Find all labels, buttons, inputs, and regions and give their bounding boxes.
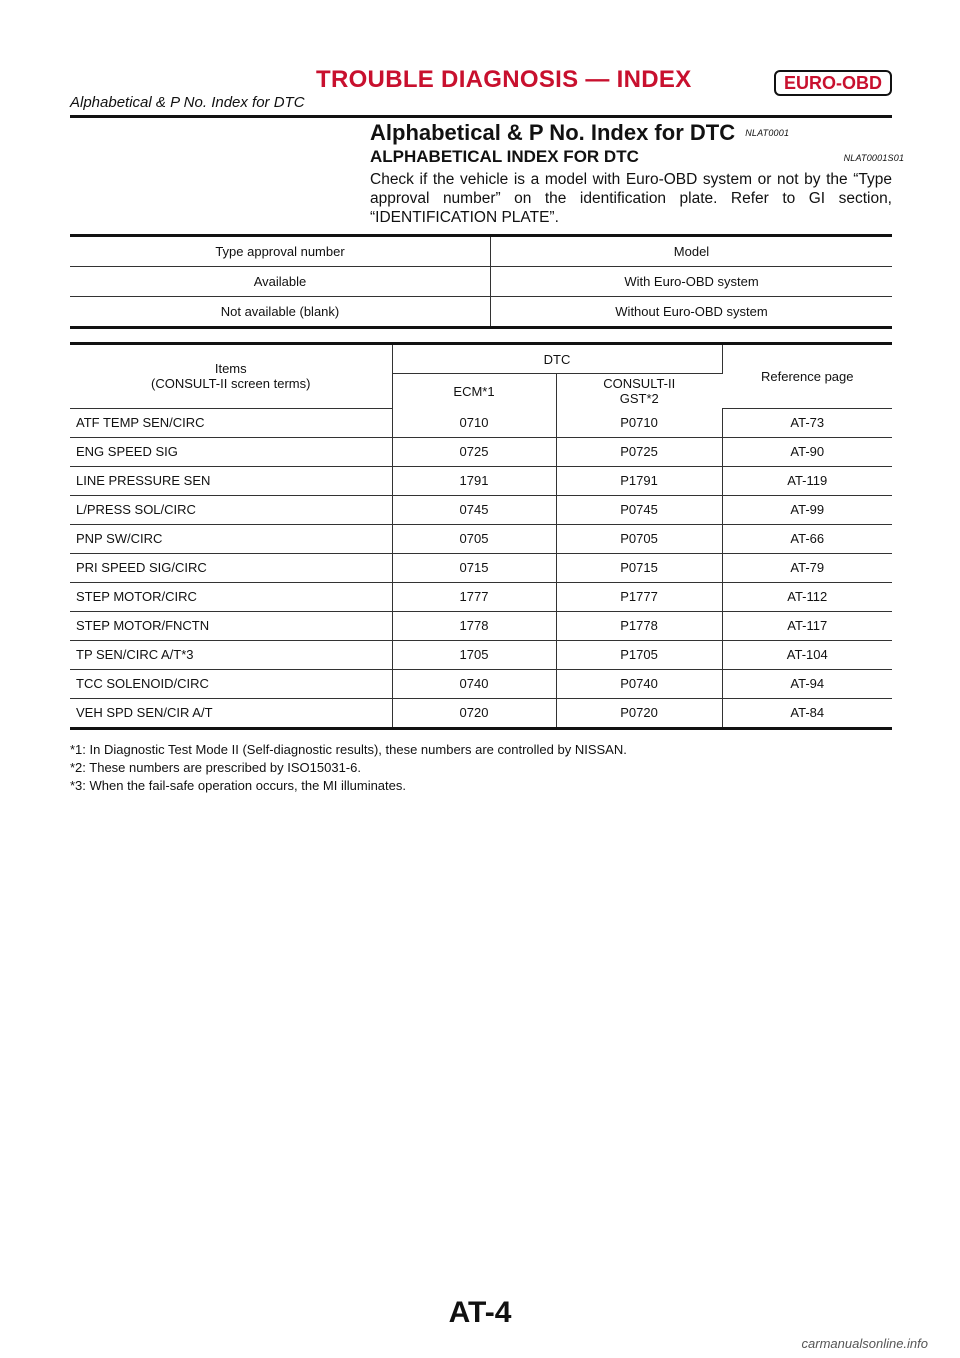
table-header-cell: Model xyxy=(491,236,893,267)
item-cell: TP SEN/CIRC A/T*3 xyxy=(70,640,392,669)
item-cell: LINE PRESSURE SEN xyxy=(70,466,392,495)
dtc-index-table xyxy=(70,342,892,730)
item-cell: STEP MOTOR/FNCTN xyxy=(70,611,392,640)
ecm-cell: 1778 xyxy=(392,611,556,640)
subsection-code: NLAT0001S01 xyxy=(843,153,905,163)
reference-cell: AT-112 xyxy=(722,582,892,611)
item-cell: PNP SW/CIRC xyxy=(70,524,392,553)
reference-cell: AT-117 xyxy=(722,611,892,640)
ecm-cell: 1705 xyxy=(392,640,556,669)
item-cell: ATF TEMP SEN/CIRC xyxy=(70,408,392,437)
consult-cell: P0705 xyxy=(556,524,722,553)
watermark: carmanualsonline.info xyxy=(801,1336,928,1351)
ecm-cell: 0745 xyxy=(392,495,556,524)
table-row xyxy=(70,698,892,728)
table-row xyxy=(70,267,892,297)
table-row xyxy=(70,669,892,698)
table-row xyxy=(70,408,892,437)
consult-cell: P1778 xyxy=(556,611,722,640)
subsection-title-text: ALPHABETICAL INDEX FOR DTC xyxy=(370,147,639,166)
footnotes xyxy=(70,741,627,795)
section-code: NLAT0001 xyxy=(745,128,790,138)
header-rule xyxy=(70,115,892,118)
consult-cell: P0740 xyxy=(556,669,722,698)
consult-cell: P0710 xyxy=(556,408,722,437)
ecm-cell: 0720 xyxy=(392,698,556,728)
items-header-line2: (CONSULT-II screen terms) xyxy=(151,376,311,392)
header-badge: EURO-OBD xyxy=(774,70,892,96)
type-approval-table xyxy=(70,234,892,329)
header-subtitle: Alphabetical & P No. Index for DTC xyxy=(70,94,305,111)
item-cell: STEP MOTOR/CIRC xyxy=(70,582,392,611)
ecm-cell: 1791 xyxy=(392,466,556,495)
reference-cell: AT-66 xyxy=(722,524,892,553)
item-cell: L/PRESS SOL/CIRC xyxy=(70,495,392,524)
consult-cell: P0725 xyxy=(556,437,722,466)
item-cell: ENG SPEED SIG xyxy=(70,437,392,466)
table-cell: Not available (blank) xyxy=(70,297,491,328)
page-number: AT-4 xyxy=(448,1296,512,1329)
table-header-row xyxy=(70,344,892,374)
table-row xyxy=(70,466,892,495)
table-row xyxy=(70,297,892,328)
table-row xyxy=(70,640,892,669)
table-row xyxy=(70,495,892,524)
item-cell: PRI SPEED SIG/CIRC xyxy=(70,553,392,582)
table-row xyxy=(70,236,892,267)
section-title-text: Alphabetical & P No. Index for DTC xyxy=(370,120,736,145)
ecm-cell: 0710 xyxy=(392,408,556,437)
items-header xyxy=(70,344,392,409)
ecm-cell: 1777 xyxy=(392,582,556,611)
reference-cell: AT-99 xyxy=(722,495,892,524)
footnote: *3: When the fail-safe operation occurs, the MI illuminates. xyxy=(70,778,406,793)
intro-paragraph: Check if the vehicle is a model with Euro-OBD system or not by the “Type approval number” on the identification plate. Refer to GI section, “IDENTIFICATION PLATE”. xyxy=(370,171,892,226)
dtc-header: DTC xyxy=(392,344,722,374)
ecm-cell: 0725 xyxy=(392,437,556,466)
reference-cell: AT-84 xyxy=(790,705,825,720)
reference-cell: AT-73 xyxy=(722,408,892,437)
consult-cell: P1705 xyxy=(556,640,722,669)
consult-cell: P0715 xyxy=(556,553,722,582)
consult-cell: P0745 xyxy=(556,495,722,524)
footnote: *2: These numbers are prescribed by ISO15031-6. xyxy=(70,760,361,775)
reference-cell: AT-104 xyxy=(722,640,892,669)
table-header-cell: Type approval number xyxy=(70,236,491,267)
reference-cell: AT-79 xyxy=(722,553,892,582)
table-row xyxy=(70,437,892,466)
consult-header-line1: CONSULT-II xyxy=(603,376,676,391)
reference-cell: AT-94 xyxy=(722,669,892,698)
header-title: TROUBLE DIAGNOSIS — INDEX xyxy=(316,66,692,93)
consult-cell: P0720 xyxy=(556,698,722,728)
ecm-cell: 0705 xyxy=(392,524,556,553)
table-row xyxy=(70,582,892,611)
reference-cell: AT-119 xyxy=(722,466,892,495)
table-cell: Without Euro-OBD system xyxy=(615,304,768,319)
items-header-line1: Items xyxy=(214,361,247,377)
table-row xyxy=(70,553,892,582)
reference-cell: AT-90 xyxy=(722,437,892,466)
ecm-cell: 0715 xyxy=(392,553,556,582)
consult-header xyxy=(556,374,722,409)
item-cell: VEH SPD SEN/CIR A/T xyxy=(70,698,392,728)
table-cell: Available xyxy=(70,267,491,297)
table-row xyxy=(70,611,892,640)
reference-header: Reference page xyxy=(722,344,892,409)
table-row xyxy=(70,524,892,553)
consult-cell: P1791 xyxy=(556,466,722,495)
section-title xyxy=(370,120,789,146)
consult-header-line2: GST*2 xyxy=(619,391,659,406)
ecm-header: ECM*1 xyxy=(392,374,556,409)
ecm-cell: 0740 xyxy=(392,669,556,698)
footnote: *1: In Diagnostic Test Mode II (Self-diagnostic results), these numbers are controlled by NISSAN. xyxy=(70,742,627,757)
subsection-title xyxy=(370,147,904,167)
table-cell: With Euro-OBD system xyxy=(491,267,893,297)
consult-cell: P1777 xyxy=(556,582,722,611)
item-cell: TCC SOLENOID/CIRC xyxy=(70,669,392,698)
